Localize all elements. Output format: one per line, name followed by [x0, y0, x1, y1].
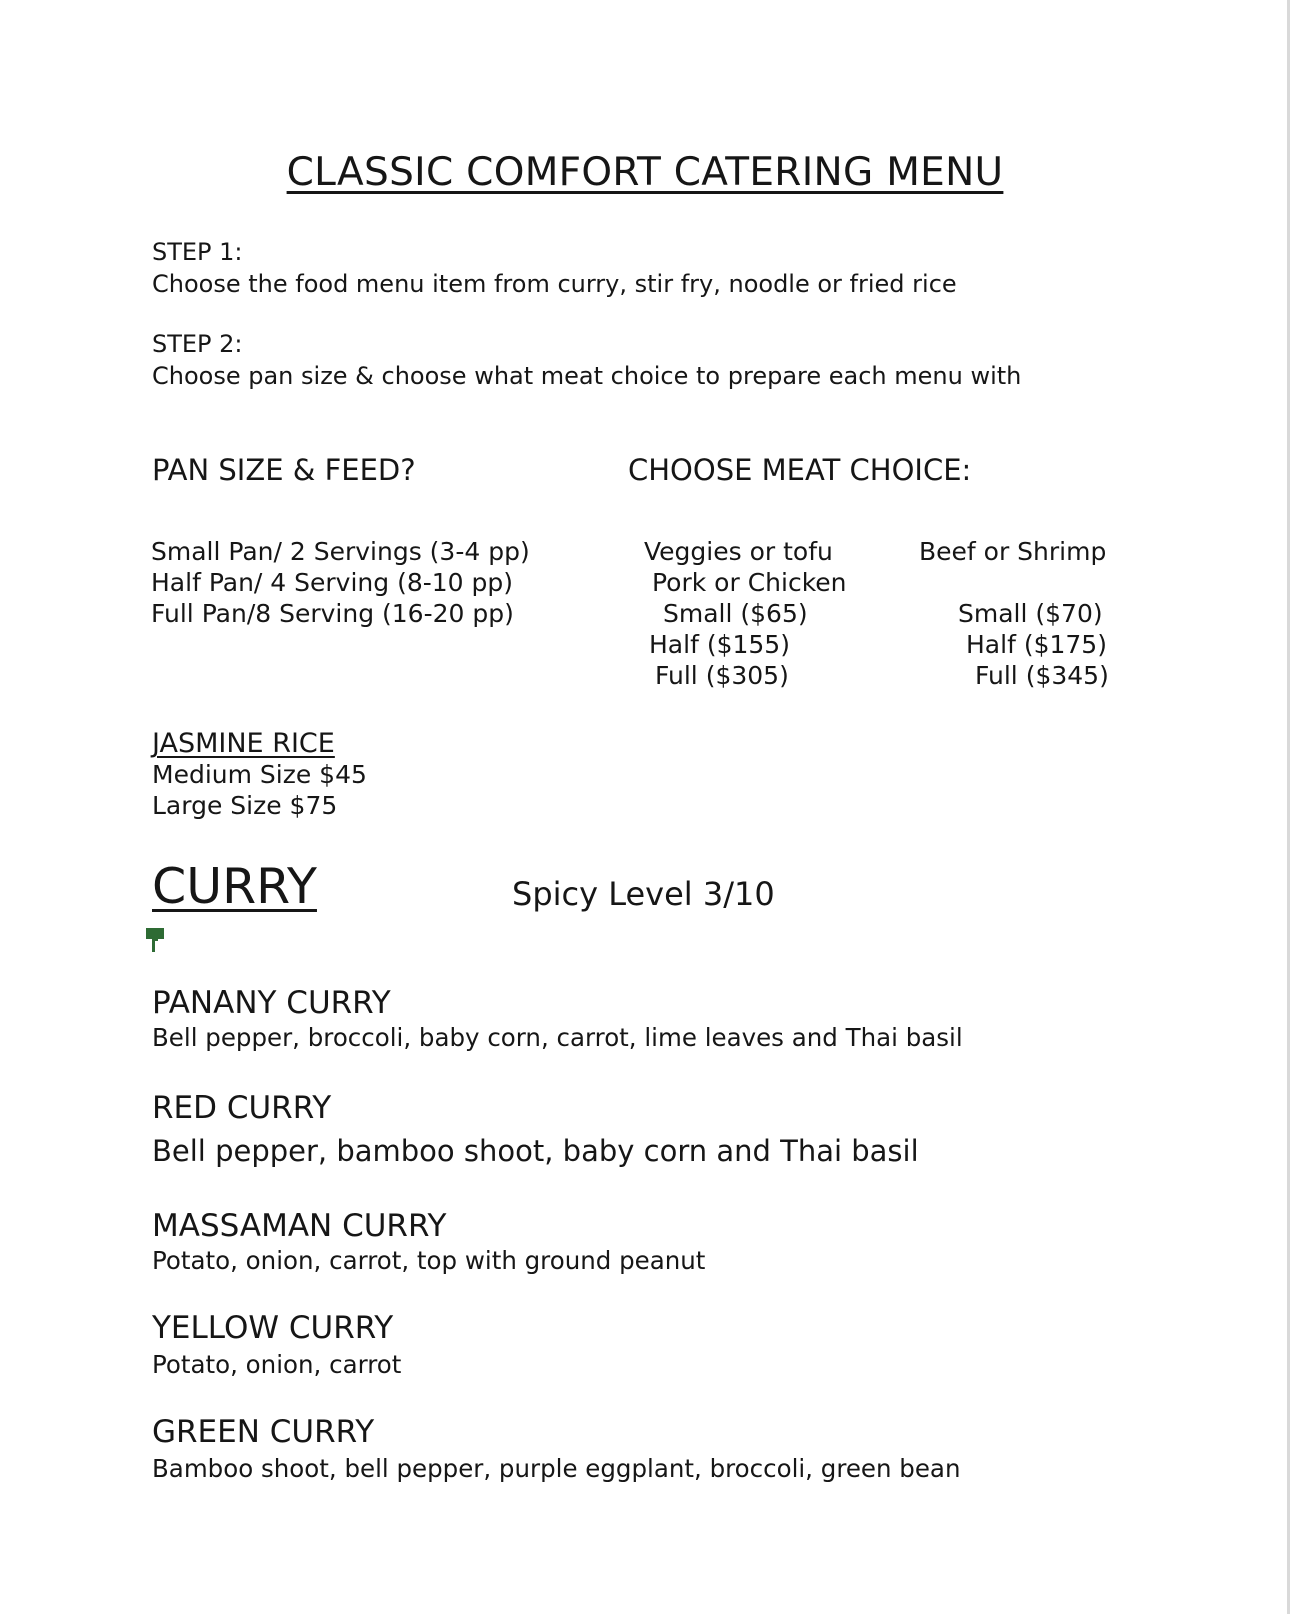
curry-item-name: GREEN CURRY: [152, 1414, 375, 1450]
pan-size-header: PAN SIZE & FEED?: [152, 453, 416, 487]
curry-item-desc: Potato, onion, carrot, top with ground peanut: [152, 1246, 706, 1275]
pan-size-half: Half Pan/ 4 Serving (8-10 pp): [151, 568, 514, 597]
jasmine-rice-title: JASMINE RICE: [152, 728, 335, 759]
curry-item-name: RED CURRY: [152, 1090, 332, 1126]
rice-large: Large Size $75: [152, 791, 338, 820]
step-2: [152, 328, 1021, 392]
curry-item-desc: Bell pepper, bamboo shoot, baby corn and Thai basil: [152, 1134, 919, 1168]
meat-col2-choice: Beef or Shrimp: [919, 537, 1107, 566]
curry-item-name: YELLOW CURRY: [152, 1310, 394, 1346]
page-title: CLASSIC COMFORT CATERING MENU: [286, 150, 1004, 195]
meat-col2-price-full: Full ($345): [975, 661, 1109, 690]
meat-col1-price-half: Half ($155): [649, 630, 790, 659]
chili-icon: [144, 924, 166, 956]
pan-size-full: Full Pan/8 Serving (16-20 pp): [151, 599, 514, 628]
jasmine-rice-section: [152, 728, 367, 821]
meat-col2-price-half: Half ($175): [966, 630, 1107, 659]
spicy-level: Spicy Level 3/10: [512, 875, 775, 913]
curry-item-desc: Bell pepper, broccoli, baby corn, carrot, lime leaves and Thai basil: [152, 1023, 963, 1052]
meat-col1-price-small: Small ($65): [663, 599, 808, 628]
curry-item-name: MASSAMAN CURRY: [152, 1208, 447, 1244]
curry-heading: CURRY: [152, 858, 317, 915]
step-2-label: STEP 2:: [152, 330, 243, 358]
curry-item-name: PANANY CURRY: [152, 985, 391, 1021]
meat-col1-choice-2: Pork or Chicken: [652, 568, 847, 597]
curry-item-desc: Potato, onion, carrot: [152, 1350, 402, 1379]
pan-size-small: Small Pan/ 2 Servings (3-4 pp): [151, 537, 530, 566]
step-1-label: STEP 1:: [152, 238, 243, 266]
rice-medium: Medium Size $45: [152, 760, 367, 789]
step-1: [152, 236, 957, 300]
curry-item-desc: Bamboo shoot, bell pepper, purple eggplant, broccoli, green bean: [152, 1454, 961, 1483]
step-2-text: Choose pan size & choose what meat choice to prepare each menu with: [152, 362, 1022, 390]
meat-col1-price-full: Full ($305): [655, 661, 789, 690]
meat-col2-price-small: Small ($70): [958, 599, 1103, 628]
step-1-text: Choose the food menu item from curry, stir fry, noodle or fried rice: [152, 270, 957, 298]
meat-choice-header: CHOOSE MEAT CHOICE:: [628, 453, 972, 487]
pan-size-list: [151, 536, 530, 629]
meat-col1-choice: Veggies or tofu: [644, 537, 833, 566]
